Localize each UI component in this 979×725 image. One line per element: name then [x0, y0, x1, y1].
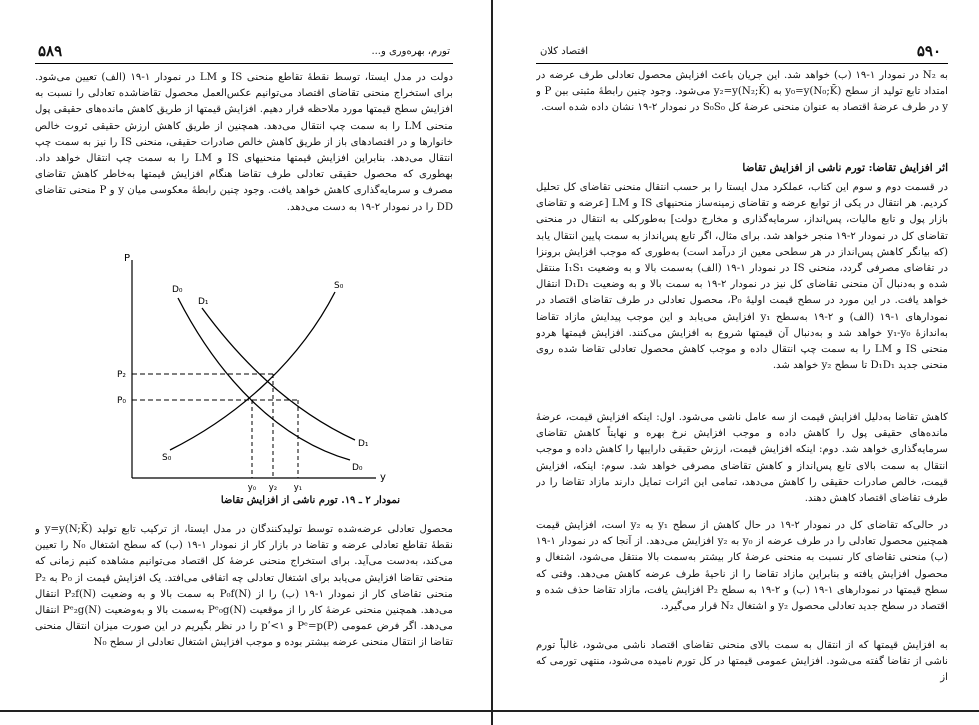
- right-paragraph-3: کاهش تقاضا به‌دلیل افزایش قیمت از سه عامل ناشی می‌شود. اول: اینکه افزایش قیمت، عرضهٔ مانده‌های حقیقی پول را کاهش داده و موجب افزایش نرخ بهره و نهایتاً کاهش تقاضای سرمایه‌گذاری خواهد شد. دوم: اینکه افزایش قیمت، ارزش حقیقی داراییها را کاهش داده و موجب انتقال به سمت بالای تابع پس‌انداز و کاهش تقاضای مصرفی خواهد شد. سوم: اینکه، افزایش قیمت، خالص صادرات حقیقی را کاهش می‌دهد، تمامی این اثرات تمایل دارند مازاد تقاضا را در طرف تقاضای اقتصاد کاهش دهند.: [536, 412, 948, 505]
- right-paragraph-5: به افزایش قیمتها که از انتقال به سمت بالای منحنی تقاضای اقتصاد ناشی می‌شود، غالباً تورم ناشی از تقاضا گفته می‌شود. افزایش عمومی قیمتها در کل تورم نامیده می‌شود، منتهی تورمی که از: [536, 640, 948, 684]
- right-paragraph-4: در حالی‌که تقاضای کل در نمودار ۲-۱۹ در حال کاهش از سطح y₁ به y₂ است، افزایش قیمت همچنین محصول تعادلی را در طرف عرضه از y₀ به y₂ افزایش می‌دهد. از آنجا که در نمودار ۱-۱۹ (ب) منحنی تقاضای کار نسبت به منحنی عرضهٔ کار بیشتر به‌سمت بالا منتقل می‌شود، اشتغال و محصول افزایش یافته و بنابراین مازاد تقاضا را از ناحیهٔ طرف عرضه کاهش می‌دهد. وقتی که سطح قیمتها در نمودارهای ۱-۱۹ (ب) و ۲-۱۹ به سطح P₂ افزایش یافت، مازاد تقاضا حذف شده و اقتصاد در سطح جدید تعادلی محصول y₂ و اشتغال N₂ قرار می‌گیرد.: [536, 520, 948, 613]
- tick-y0: y₀: [247, 483, 257, 493]
- left-running-head: تورم، بهره‌وری و...: [371, 46, 450, 57]
- right-paragraph-top: به N₂ در نمودار ۱-۱۹ (ب) خواهد شد. این جریان باعث افزایش محصول تعادلی طرف عرضه در امتداد تابع تولید از سطح y₀=y(N₀;K̄) به y₂=y(N₂;K̄) می‌شود. وجود چنین رابطهٔ مثبتی بین P و y در طرف عرضهٔ اقتصاد به عنوان منحنی عرضهٔ کل S₀S₀ در نمودار ۲-۱۹ نشان داده شده است.: [536, 70, 948, 114]
- left-page-number: ۵۸۹: [38, 42, 63, 60]
- tick-P2: P₂: [116, 370, 126, 380]
- figure-caption: نمودار ۲ ـ ۱۹. تورم ناشی از افزایش تقاضا: [220, 495, 400, 506]
- label-S0-bottom: S₀: [162, 453, 172, 463]
- label-S0-top: S₀: [334, 281, 344, 291]
- tick-y2: y₂: [268, 483, 278, 493]
- bottom-rule: [0, 710, 979, 712]
- tick-P0: P₀: [116, 396, 126, 406]
- y-axis-label: P: [123, 253, 130, 264]
- x-axis-label: y: [380, 472, 386, 483]
- label-D1-top: D₁: [198, 297, 209, 307]
- right-page: [496, 0, 979, 725]
- right-page-number: ۵۹۰: [916, 42, 941, 60]
- right-paragraph-2: در قسمت دوم و سوم این کتاب، عملکرد مدل ایستا را بر حسب انتقال منحنی تقاضای کل تحلیل کردیم. هر انتقال در یکی از توابع عرضه و تقاضای زمینه‌ساز منحنیهای IS و LM [عرضه و تقاضای بازار پول و تابع مالیات، پس‌انداز، سرمایه‌گذاری و مخارج دولت] به‌طورکلی به انتقال در منحنی تقاضای کل در نمودار ۲-۱۹ منجر خواهد شد. برای مثال، اگر تابع پس‌انداز به سمت پایین انتقال یابد (که بیانگر کاهش پس‌انداز در هر سطحی معین از درآمد است) به‌طوری که موجب افزایش برونزا در تقاضای مصرفی گردد، منحنی IS در نمودار ۱-۱۹ (الف) به‌سمت بالا و به وضعیت I₁S₁ منتقل شده و به‌دنبال آن منحنی تقاضای کل نیز در نمودار ۲-۱۹ به سمت بالا و به وضعیت D₁D₁ انتقال خواهد یافت. در این مورد در سطح قیمت اولیهٔ P₀، محصول تعادلی در طرف تقاضای اقتصاد در نمودارهای ۱-۱۹ (الف) و ۲-۱۹ به‌سطح y₁ افزایش می‌یابد و این موجب پیدایش مازاد تقاضا به‌اندازهٔ y₁-y₀ خواهد شد و به‌دنبال آن قیمتها شروع به افزایش می‌کنند. افزایش قیمتها هردو منحنی IS و LM را به سمت چپ انتقال داده و موجب کاهش محصول تعادلی تقاضا شده روی منحنی جدید D₁D₁ تا سطح y₂ خواهد شد.: [536, 182, 948, 372]
- left-paragraph-bottom: محصول تعادلی عرضه‌شده توسط تولیدکنندگان در مدل ایستا، از ترکیب تابع تولید y=y(N;K̄) و نقطهٔ تقاطع تعادلی عرضه و تقاضا در بازار کار از نمودار ۱-۱۹ (ب) که سطح اشتغال N₀ را تعیین می‌کند، به‌دست می‌آید. برای استخراج منحنی عرضهٔ کل اقتصاد می‌توانیم مشاهده کنیم زمانی که منحنی تقاضا افزایش می‌یابد برای اشتغال تعادلی چه اتفاقی می‌افتد. یک افزایش قیمت از P₀ به P₂ منحنی تقاضای کار از نمودار ۱-۱۹ (ب) را از P₀f(N) به سمت بالا و به وضعیت P₂f(N) انتقال می‌دهد. همچنین منحنی عرضهٔ کار را از موقعیت Pᵉ₀g(N) به‌سمت بالا و به‌وضعیت Pᵉ₂g(N) انتقال می‌دهد. اگر فرض عمومی Pᵉ=p(P) و pʹ<۱ را در نظر بگیریم در این صورت میزان انتقال منحنی تقاضا از انتقال منحنی عرضه بیشتر بوده و موجب افزایش اشتغال تعادلی از سطح N₀: [35, 524, 453, 649]
- left-paragraph-top: دولت در مدل ایستا، توسط نقطهٔ تقاطع منحنی IS و LM در نمودار ۱-۱۹ (الف) تعیین می‌شود. برای استخراج منحنی تقاضای اقتصاد می‌توانیم عکس‌العمل محصول تقاضاشده تعادلی را نسبت به افزایش سطح قیمتها مورد ملاحظه قرار دهیم. افزایش قیمتها از طریق کاهش مانده‌های حقیقی پول منحنی LM را به سمت چپ انتقال می‌دهد. همچنین از طریق کاهش ارزش حقیقی ثروت خالص خانوارها و در اقتصادهای باز از طریق کاهش خالص صادرات حقیقی، منحنی IS را نیز به سمت چپ انتقال می‌دهد. بنابراین افزایش قیمتها منحنیهای IS و LM را به سمت چپ انتقال خواهد داد. بهطوری که محصول حقیقی تعادلی طرف تقاضا هنگام افزایش قیمتها به‌خاطر کاهش تقاضای مصرف و سرمایه‌گذاری کاهش خواهد یافت. وجود چنین رابطهٔ معکوسی میان y و P منحنی تقاضای DD را در نمودار ۲-۱۹ به دست می‌دهد.: [35, 72, 453, 213]
- label-D1-bottom: D₁: [358, 439, 369, 449]
- right-running-head: اقتصاد کلان: [540, 46, 588, 57]
- left-page: [0, 0, 488, 725]
- section-heading: اثر افزایش تقاضا: تورم ناشی از افزایش تقاضا: [742, 162, 948, 174]
- label-D0-bottom: D₀: [352, 463, 363, 473]
- left-header-rule: [35, 63, 453, 64]
- demand-supply-chart: [90, 250, 390, 510]
- label-D0-top: D₀: [172, 285, 183, 295]
- gutter-line: [491, 0, 493, 725]
- right-header-rule: [536, 63, 948, 64]
- curve-S0: [170, 292, 335, 450]
- tick-y1: y₁: [293, 483, 303, 493]
